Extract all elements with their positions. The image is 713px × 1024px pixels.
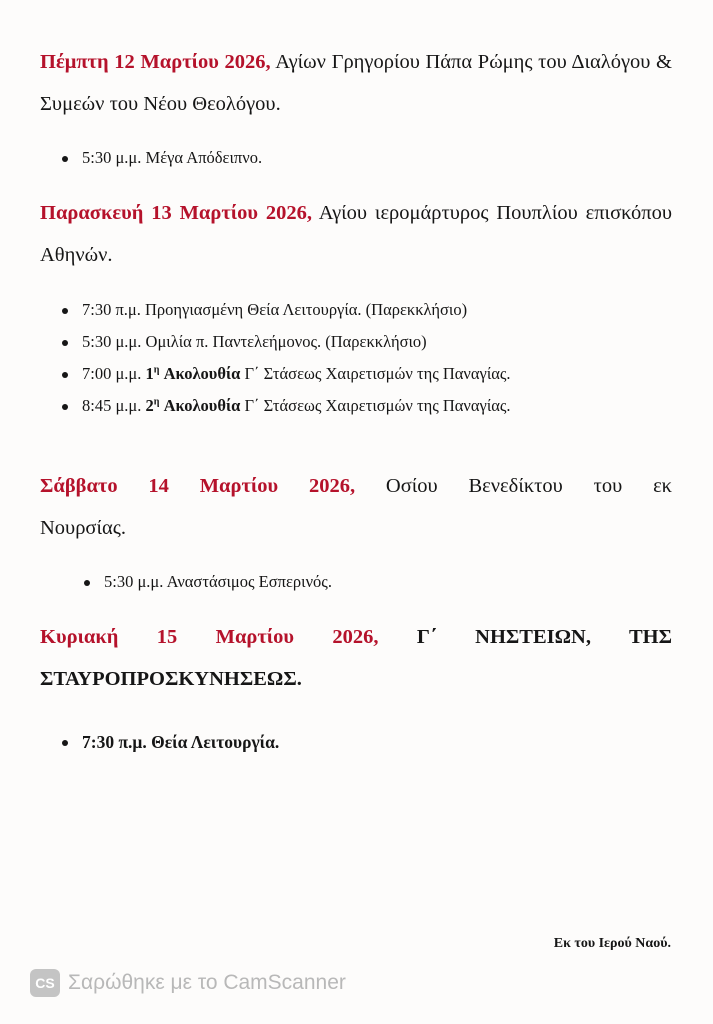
event-ordinal: 1	[145, 364, 154, 383]
day-title: Αγίων Γρηγορίου Πάπα Ρώμης του Διαλόγου & Συμεών του Νέου Θεολόγου.	[40, 51, 673, 115]
day-date: Σάββατο 14 Μαρτίου 2026,	[40, 475, 356, 497]
day-heading-sunday-cont	[40, 658, 672, 700]
event-ordinal-suffix: η	[153, 396, 160, 408]
watermark-text: Σαρώθηκε με το CamScanner	[68, 971, 346, 994]
day-heading-thursday	[40, 41, 672, 125]
event-text: Προηγιασμένη Θεία Λειτουργία. (Παρεκκλήσιο)	[145, 300, 468, 319]
event-text: Ομιλία π. Παντελεήμονος. (Παρεκκλήσιο)	[145, 332, 427, 351]
event-text: Θεία Λειτουργία.	[151, 732, 280, 752]
event-list-saturday	[104, 572, 332, 604]
camscanner-logo-icon: CS	[30, 969, 60, 997]
event-time: 8:45 μ.μ.	[82, 396, 142, 415]
bullet-icon	[62, 340, 68, 346]
event-time: 7:00 μ.μ.	[82, 364, 142, 383]
event-bold-text: Ακολουθία	[163, 364, 241, 383]
event-ordinal: 2	[145, 396, 154, 415]
signature: Εκ του Ιερού Ναού.	[553, 936, 671, 951]
bullet-icon	[62, 308, 68, 314]
event-text: Αναστάσιμος Εσπερινός.	[166, 572, 332, 591]
list-item	[82, 364, 511, 396]
day-title: Οσίου Βενεδίκτου του εκ	[385, 475, 673, 497]
day-title: Αγίου ιερομάρτυρος Πουπλίου επισκόπου Αθηνών.	[40, 202, 672, 266]
day-heading-sunday	[40, 616, 672, 658]
event-time: 5:30 μ.μ.	[82, 332, 142, 351]
bullet-icon	[84, 580, 90, 586]
event-text: Γ΄ Στάσεως Χαιρετισμών της Παναγίας.	[244, 364, 511, 383]
list-item	[82, 396, 511, 428]
day-date: Πέμπτη 12 Μαρτίου 2026,	[40, 51, 271, 73]
event-text: Μέγα Απόδειπνο.	[145, 148, 263, 167]
day-date: Παρασκευή 13 Μαρτίου 2026,	[40, 202, 312, 224]
day-heading-friday	[40, 192, 672, 276]
event-list-friday	[82, 300, 511, 428]
day-date: Κυριακή 15 Μαρτίου 2026,	[40, 626, 379, 648]
bullet-icon	[62, 156, 68, 162]
bullet-icon	[62, 372, 68, 378]
day-title: Γ΄ ΝΗΣΤΕΙΩΝ, ΤΗΣ	[416, 626, 672, 648]
event-time: 7:30 π.μ.	[82, 300, 141, 319]
event-time: 5:30 μ.μ.	[104, 572, 164, 591]
day-heading-saturday	[40, 465, 672, 507]
event-list-thursday	[82, 148, 262, 180]
day-heading-saturday-cont	[40, 507, 672, 549]
event-list-sunday	[82, 732, 279, 764]
bullet-icon	[62, 740, 68, 746]
day-title-cont: Νουρσίας.	[40, 517, 126, 539]
camscanner-watermark	[30, 968, 346, 998]
event-ordinal-suffix: η	[153, 364, 160, 376]
day-title-cont: ΣΤΑΥΡΟΠΡΟΣΚΥΝΗΣΕΩΣ.	[40, 668, 302, 690]
bullet-icon	[62, 404, 68, 410]
event-time: 5:30 μ.μ.	[82, 148, 142, 167]
list-item	[82, 732, 279, 764]
event-time: 7:30 π.μ.	[82, 732, 147, 752]
list-item	[82, 300, 511, 332]
event-bold-text: Ακολουθία	[163, 396, 241, 415]
list-item	[82, 148, 262, 180]
event-text: Γ΄ Στάσεως Χαιρετισμών της Παναγίας.	[244, 396, 511, 415]
list-item	[82, 332, 511, 364]
list-item	[104, 572, 332, 604]
